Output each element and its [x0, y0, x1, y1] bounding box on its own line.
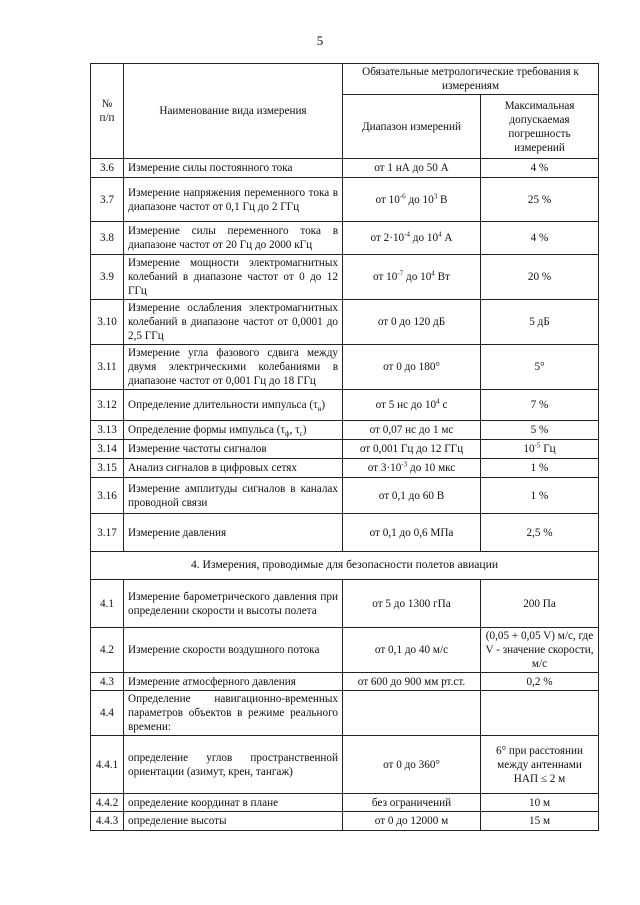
measurement-range [343, 691, 481, 736]
table-row [91, 794, 599, 812]
max-error: 5 % [481, 421, 599, 440]
measurement-range: от 0,1 до 0,6 МПа [343, 514, 481, 552]
measurement-name: Измерение скорости воздушного потока [124, 628, 343, 673]
measurement-name: определение координат в плане [124, 794, 343, 812]
max-error: 1 % [481, 478, 599, 514]
row-number: 3.14 [91, 440, 124, 459]
table-row [91, 628, 599, 673]
row-number: 3.16 [91, 478, 124, 514]
page-number: 5 [316, 33, 324, 48]
table-row [91, 673, 599, 691]
table-row [91, 390, 599, 421]
measurement-name: Измерение атмосферного давления [124, 673, 343, 691]
max-error: 5 дБ [481, 300, 599, 345]
row-number: 3.15 [91, 459, 124, 478]
row-number: 3.13 [91, 421, 124, 440]
row-number: 3.7 [91, 178, 124, 222]
measurement-name: Измерение силы переменного тока в диапазоне частот от 20 Гц до 2000 кГц [124, 222, 343, 255]
table-row [91, 440, 599, 459]
table-row [91, 812, 599, 831]
measurement-name: Измерение амплитуды сигналов в каналах проводной связи [124, 478, 343, 514]
measurement-range: от $10^{-6}$ до $10^3$ В [343, 178, 481, 222]
measurement-range: от 0 до 12000 м [343, 812, 481, 831]
row-number: 4.4.1 [91, 736, 124, 794]
measurement-range: от 0,07 нс до 1 мс [343, 421, 481, 440]
measurement-name: Измерение напряжения переменного тока в диапазоне частот от 0,1 Гц до 2 ГГц [124, 178, 343, 222]
table-row [91, 478, 599, 514]
table-row [91, 300, 599, 345]
measurement-name: Определение навигационно-временных параметров объектов в режиме реального времени: [124, 691, 343, 736]
max-error: 200 Па [481, 580, 599, 628]
row-number: 4.2 [91, 628, 124, 673]
max-error: 0,2 % [481, 673, 599, 691]
measurement-range: от 0 до 360° [343, 736, 481, 794]
table-row [91, 345, 599, 390]
max-error: 15 м [481, 812, 599, 831]
measurement-name: определение высоты [124, 812, 343, 831]
measurement-name: Измерение силы постоянного тока [124, 159, 343, 178]
max-error: 2,5 % [481, 514, 599, 552]
row-number: 3.12 [91, 390, 124, 421]
table-row [91, 222, 599, 255]
measurement-range: от 0 до 120 дБ [343, 300, 481, 345]
measurement-name: Определение длительности импульса $(\tau_и)$ [124, 390, 343, 421]
table-row [91, 736, 599, 794]
max-error: 5° [481, 345, 599, 390]
max-error: 7 % [481, 390, 599, 421]
row-number: 3.6 [91, 159, 124, 178]
measurement-range: от 5 до 1300 гПа [343, 580, 481, 628]
header-num: № п/п [91, 64, 124, 159]
row-number: 3.11 [91, 345, 124, 390]
measurement-name: Анализ сигналов в цифровых сетях [124, 459, 343, 478]
measurement-range: от $2\cdot 10^{-4}$ до $10^4$ А [343, 222, 481, 255]
row-number: 4.3 [91, 673, 124, 691]
row-number: 4.1 [91, 580, 124, 628]
header-requirements: Обязательные метрологические требования к измерениям [343, 64, 599, 95]
row-number: 3.17 [91, 514, 124, 552]
max-error: (0,05 + 0,05 V) м/с, где V - значение скорости, м/с [481, 628, 599, 673]
measurement-range: от 0,001 Гц до 12 ГГц [343, 440, 481, 459]
max-error: 1 % [481, 459, 599, 478]
row-number: 4.4.3 [91, 812, 124, 831]
header-range: Диапазон измерений [343, 95, 481, 159]
row-number: 3.8 [91, 222, 124, 255]
row-number: 4.4 [91, 691, 124, 736]
max-error [481, 691, 599, 736]
table-row [91, 255, 599, 300]
max-error: 25 % [481, 178, 599, 222]
measurement-name: Измерение барометрического давления при определении скорости и высоты полета [124, 580, 343, 628]
header-name: Наименование вида измерения [124, 64, 343, 159]
metrology-table [90, 63, 599, 831]
table-row [91, 514, 599, 552]
max-error: 4 % [481, 222, 599, 255]
header-error: Максимальная допускаемая погрешность измерений [481, 95, 599, 159]
table-row [91, 691, 599, 736]
table-row [91, 421, 599, 440]
measurement-range: от 0,1 до 60 В [343, 478, 481, 514]
measurement-name: определение углов пространственной ориентации (азимут, крен, тангаж) [124, 736, 343, 794]
measurement-range: от 0,1 до 40 м/с [343, 628, 481, 673]
max-error: 20 % [481, 255, 599, 300]
measurement-name: Измерение давления [124, 514, 343, 552]
row-number: 3.10 [91, 300, 124, 345]
row-number: 3.9 [91, 255, 124, 300]
max-error: 6° при расстоянии между антеннами НАП ≤ 2 м [481, 736, 599, 794]
table-row [91, 580, 599, 628]
measurement-range: без ограничений [343, 794, 481, 812]
row-number: 4.4.2 [91, 794, 124, 812]
table-row [91, 178, 599, 222]
measurement-range: от $3\cdot 10^{-3}$ до 10 мкс [343, 459, 481, 478]
measurement-range: от $10^{-7}$ до $10^4$ Вт [343, 255, 481, 300]
max-error: 4 % [481, 159, 599, 178]
max-error: 10 м [481, 794, 599, 812]
measurement-range: от 1 нА до 50 А [343, 159, 481, 178]
measurement-name: Измерение мощности электромагнитных колебаний в диапазоне частот от 0 до 12 ГГц [124, 255, 343, 300]
measurement-range: от 0 до 180° [343, 345, 481, 390]
measurement-name: Измерение ослабления электромагнитных колебаний в диапазоне частот от 0,0001 до 2,5 ГГц [124, 300, 343, 345]
measurement-name: Измерение угла фазового сдвига между двумя электрическими колебаниями в диапазоне частот от 0,001 Гц до 18 ГГц [124, 345, 343, 390]
table-row [91, 159, 599, 178]
measurement-name: Измерение частоты сигналов [124, 440, 343, 459]
measurement-range: от 600 до 900 мм рт.ст. [343, 673, 481, 691]
measurement-range: от 5 нс до $10^4$ с [343, 390, 481, 421]
section-4-title: 4. Измерения, проводимые для безопасности полетов авиации [91, 552, 599, 580]
max-error: $10^{-5}$ Гц [481, 440, 599, 459]
measurement-name: Определение формы импульса ($\tau_ф$, $\tau_с$) [124, 421, 343, 440]
table-row [91, 459, 599, 478]
